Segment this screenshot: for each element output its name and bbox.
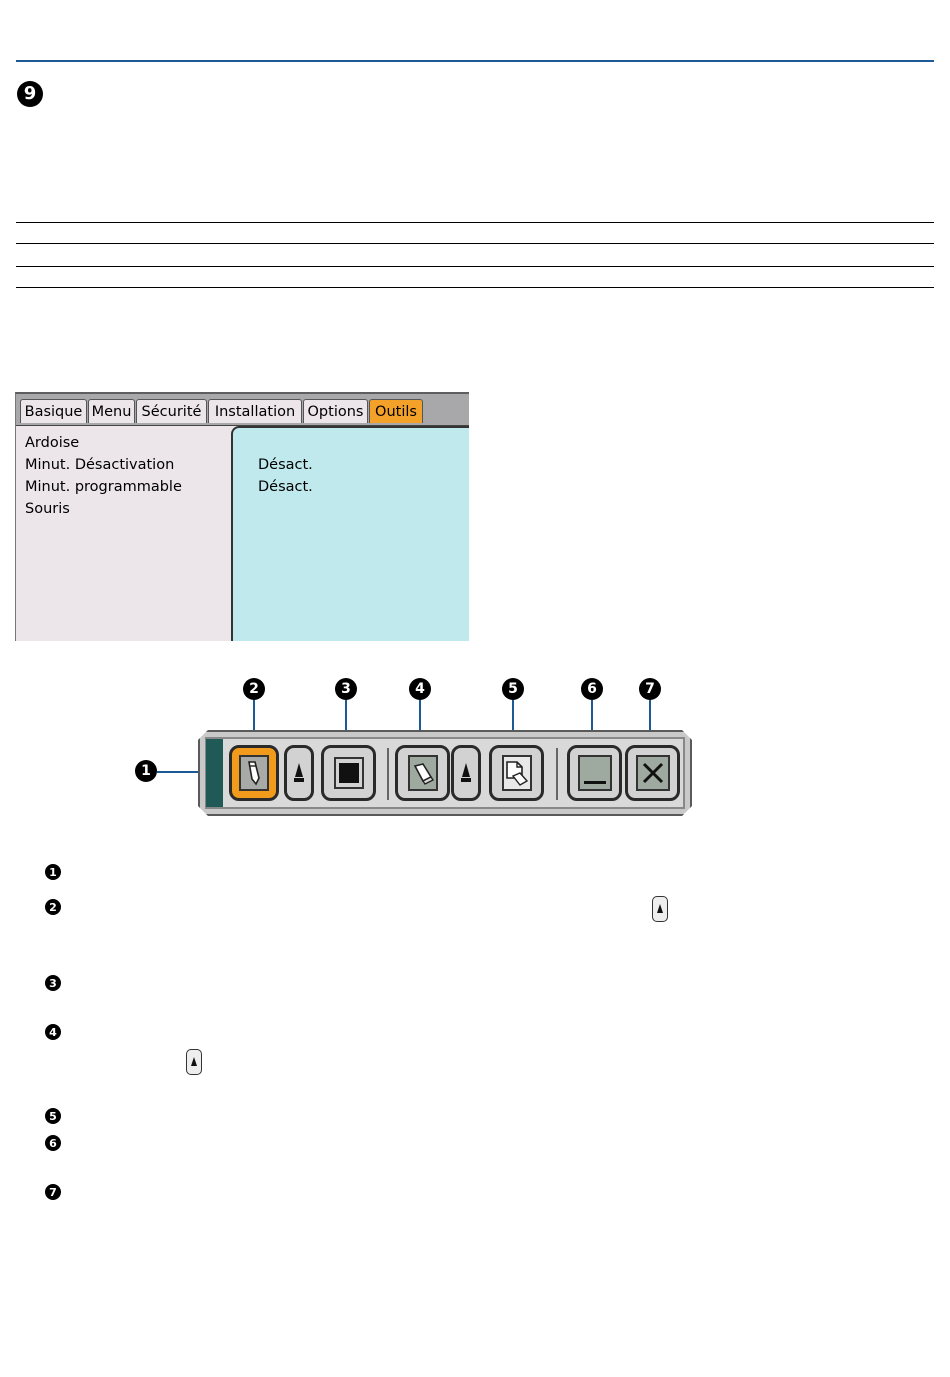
color-square-icon	[334, 757, 364, 789]
value-minut-programmable: Désact.	[258, 479, 313, 495]
tools-menu-screenshot	[15, 392, 469, 641]
pen-size-arrow-icon	[291, 755, 307, 791]
menu-item-minut-programmable[interactable]: Minut. programmable	[25, 479, 182, 495]
legend-marker-5: 5	[45, 1108, 61, 1124]
tab-options[interactable]: Options	[303, 399, 368, 423]
clear-icon	[502, 755, 532, 791]
header-rule	[16, 60, 934, 62]
minimize-button[interactable]	[567, 745, 622, 801]
legend-marker-1: 1	[45, 864, 61, 880]
size-arrow-icon	[186, 1049, 202, 1075]
close-icon	[636, 755, 670, 791]
callout-4: 4	[409, 678, 431, 700]
tab-outils[interactable]: Outils	[369, 399, 423, 423]
toolbar-drag-handle[interactable]	[206, 739, 223, 807]
legend-marker-6: 6	[45, 1135, 61, 1151]
size-arrow-icon	[652, 896, 668, 922]
pen-icon	[239, 755, 269, 791]
legend-marker-7: 7	[45, 1184, 61, 1200]
tab-securite[interactable]: Sécurité	[136, 399, 207, 423]
clear-button[interactable]	[489, 745, 544, 801]
toolbar-separator	[387, 748, 389, 800]
legend-marker-3: 3	[45, 975, 61, 991]
close-button[interactable]	[625, 745, 680, 801]
eraser-icon	[408, 755, 438, 791]
menu-item-ardoise[interactable]: Ardoise	[25, 435, 80, 451]
tab-basique[interactable]: Basique	[20, 399, 87, 423]
pen-size-button[interactable]	[284, 745, 314, 801]
minimize-icon	[578, 755, 612, 791]
table-rule	[16, 222, 934, 223]
tab-installation[interactable]: Installation	[208, 399, 302, 423]
eraser-size-arrow-icon	[458, 755, 474, 791]
pen-button[interactable]	[229, 745, 279, 801]
table-rule	[16, 243, 934, 244]
table-rule	[16, 287, 934, 288]
callout-7: 7	[639, 678, 661, 700]
callout-1: 1	[135, 760, 157, 782]
menu-item-minut-desactivation[interactable]: Minut. Désactivation	[25, 457, 175, 473]
step-number-badge: 9	[17, 81, 43, 107]
menu-value-pane	[231, 426, 469, 641]
callout-6: 6	[581, 678, 603, 700]
callout-5: 5	[502, 678, 524, 700]
tab-menu[interactable]: Menu	[88, 399, 135, 423]
eraser-button[interactable]	[395, 745, 450, 801]
legend-marker-4: 4	[45, 1024, 61, 1040]
menu-item-souris[interactable]: Souris	[25, 501, 70, 517]
table-rule	[16, 266, 934, 267]
value-minut-desactivation: Désact.	[258, 457, 313, 473]
legend-marker-2: 2	[45, 899, 61, 915]
eraser-size-button[interactable]	[451, 745, 481, 801]
callout-2: 2	[243, 678, 265, 700]
toolbar-separator	[556, 748, 558, 800]
menu-tab-bar	[16, 394, 469, 426]
callout-3: 3	[335, 678, 357, 700]
color-button[interactable]	[321, 745, 376, 801]
